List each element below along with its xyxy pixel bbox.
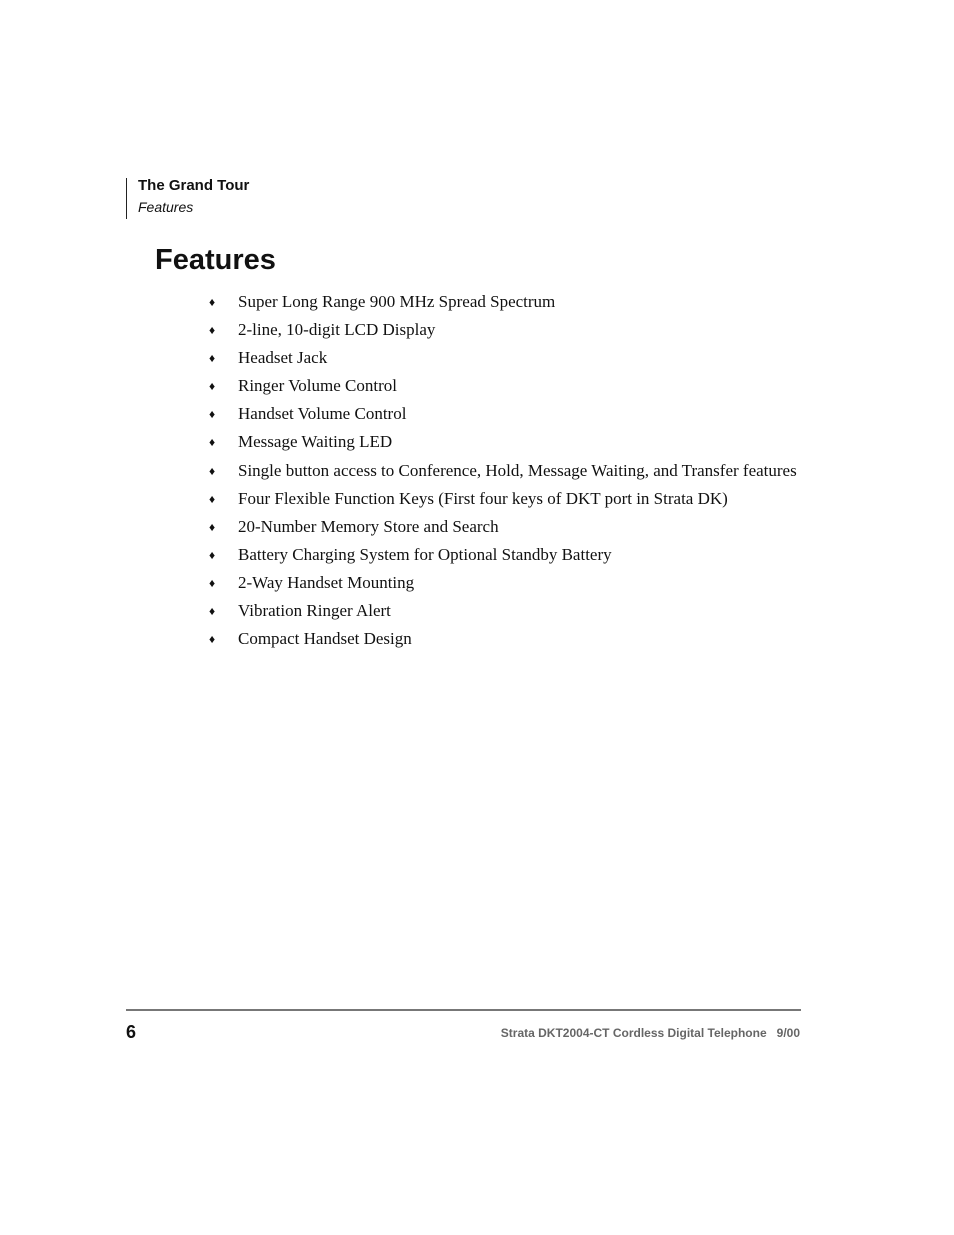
list-item <box>208 346 797 374</box>
feature-text: Battery Charging System for Optional Standby Battery <box>238 544 612 564</box>
feature-list <box>208 290 797 655</box>
page-title: Features <box>155 244 276 276</box>
feature-text: Vibration Ringer Alert <box>238 601 391 621</box>
diamond-bullet-icon: ♦ <box>209 575 216 590</box>
list-item <box>208 402 797 430</box>
footer-document-info <box>501 1026 800 1041</box>
feature-text: Headset Jack <box>238 348 328 368</box>
diamond-bullet-icon: ♦ <box>209 519 216 534</box>
list-item <box>208 374 797 402</box>
diamond-bullet-icon: ♦ <box>209 407 216 422</box>
feature-text: Single button access to Conference, Hold, Message Waiting, and Transfer features <box>238 460 797 480</box>
list-item <box>208 627 797 655</box>
page-number: 6 <box>126 1022 137 1042</box>
list-item <box>208 487 797 515</box>
feature-text: Ringer Volume Control <box>238 376 397 396</box>
list-item <box>208 318 797 346</box>
list-item <box>208 543 797 571</box>
feature-text: 2-line, 10-digit LCD Display <box>238 320 436 340</box>
feature-text: 20-Number Memory Store and Search <box>238 516 499 536</box>
diamond-bullet-icon: ♦ <box>209 604 216 619</box>
diamond-bullet-icon: ♦ <box>209 379 216 394</box>
diamond-bullet-icon: ♦ <box>209 632 216 647</box>
chapter-title: The Grand Tour <box>138 177 250 194</box>
list-item <box>208 515 797 543</box>
diamond-bullet-icon: ♦ <box>209 323 216 338</box>
diamond-bullet-icon: ♦ <box>209 491 216 506</box>
diamond-bullet-icon: ♦ <box>209 463 216 478</box>
list-item <box>208 290 797 318</box>
list-item <box>208 459 797 487</box>
footer-divider <box>126 1009 801 1011</box>
feature-text: Compact Handset Design <box>238 629 412 649</box>
feature-text: Four Flexible Function Keys (First four keys of DKT port in Strata DK) <box>238 488 728 508</box>
diamond-bullet-icon: ♦ <box>209 295 216 309</box>
feature-text: 2-Way Handset Mounting <box>238 572 415 592</box>
section-title: Features <box>138 199 194 215</box>
feature-text: Handset Volume Control <box>238 404 407 424</box>
diamond-bullet-icon: ♦ <box>209 547 216 562</box>
list-item <box>208 430 797 458</box>
footer-date: 9/00 <box>776 1026 800 1040</box>
list-item <box>208 599 797 627</box>
footer-document-title: Strata DKT2004-CT Cordless Digital Telephone <box>500 1026 767 1040</box>
feature-text: Message Waiting LED <box>238 432 393 452</box>
diamond-bullet-icon: ♦ <box>209 351 216 366</box>
diamond-bullet-icon: ♦ <box>209 435 216 450</box>
feature-text: Super Long Range 900 MHz Spread Spectrum <box>238 292 556 311</box>
list-item <box>208 571 797 599</box>
running-header <box>126 178 249 219</box>
